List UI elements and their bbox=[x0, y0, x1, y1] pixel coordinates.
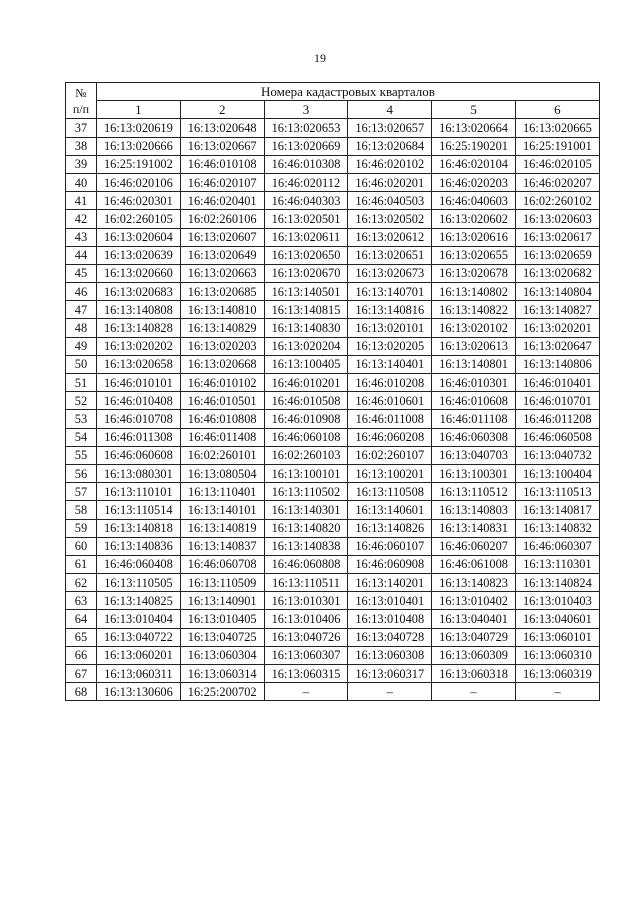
cadastral-number-cell: 16:46:010908 bbox=[264, 410, 348, 428]
cadastral-number-cell: 16:13:040729 bbox=[432, 628, 516, 646]
cadastral-number-cell: 16:46:060207 bbox=[432, 537, 516, 555]
cadastral-number-cell: 16:46:020107 bbox=[180, 173, 264, 191]
cadastral-number-cell: 16:13:020649 bbox=[180, 246, 264, 264]
cadastral-number-cell: 16:13:110301 bbox=[515, 555, 599, 573]
cadastral-number-cell: 16:13:140837 bbox=[180, 537, 264, 555]
table-row bbox=[66, 428, 600, 446]
cadastral-number-cell: 16:13:020678 bbox=[432, 264, 516, 282]
row-number-cell: 60 bbox=[66, 537, 97, 555]
cadastral-number-cell: 16:46:010501 bbox=[180, 392, 264, 410]
cadastral-number-cell: 16:13:140825 bbox=[97, 592, 181, 610]
table-row bbox=[66, 628, 600, 646]
cadastral-number-cell: 16:13:140828 bbox=[97, 319, 181, 337]
cadastral-number-cell: 16:13:020655 bbox=[432, 246, 516, 264]
cadastral-number-cell: 16:46:010608 bbox=[432, 392, 516, 410]
row-number-cell: 54 bbox=[66, 428, 97, 446]
cadastral-number-cell: 16:46:010201 bbox=[264, 374, 348, 392]
cadastral-number-cell: 16:13:140818 bbox=[97, 519, 181, 537]
table-row bbox=[66, 683, 600, 701]
cadastral-number-cell: 16:13:040728 bbox=[348, 628, 432, 646]
cadastral-number-cell: 16:13:140401 bbox=[348, 355, 432, 373]
cadastral-number-cell: 16:02:260102 bbox=[515, 192, 599, 210]
row-number-cell: 40 bbox=[66, 173, 97, 191]
cadastral-number-cell: 16:46:010108 bbox=[180, 155, 264, 173]
cadastral-number-cell: 16:13:010301 bbox=[264, 592, 348, 610]
cadastral-number-cell: 16:13:140829 bbox=[180, 319, 264, 337]
cadastral-number-cell: 16:46:020301 bbox=[97, 192, 181, 210]
cadastral-number-cell: 16:13:060309 bbox=[432, 646, 516, 664]
row-number-cell: 58 bbox=[66, 501, 97, 519]
cadastral-number-cell: 16:25:200702 bbox=[180, 683, 264, 701]
row-number-cell: 44 bbox=[66, 246, 97, 264]
cadastral-number-cell: 16:13:020670 bbox=[264, 264, 348, 282]
cadastral-number-cell: 16:02:260103 bbox=[264, 446, 348, 464]
row-number-cell: 53 bbox=[66, 410, 97, 428]
table-row bbox=[66, 392, 600, 410]
cadastral-number-cell: 16:46:010508 bbox=[264, 392, 348, 410]
cadastral-number-cell: 16:13:020658 bbox=[97, 355, 181, 373]
cadastral-number-cell: 16:13:110512 bbox=[432, 483, 516, 501]
cadastral-number-cell: 16:13:040703 bbox=[432, 446, 516, 464]
cadastral-number-cell: 16:13:140803 bbox=[432, 501, 516, 519]
cadastral-number-cell: 16:13:140601 bbox=[348, 501, 432, 519]
column-header: 4 bbox=[348, 101, 432, 119]
cadastral-number-cell: 16:46:060307 bbox=[515, 537, 599, 555]
cadastral-number-cell: 16:13:010402 bbox=[432, 592, 516, 610]
table-row bbox=[66, 228, 600, 246]
cadastral-number-cell: 16:25:190201 bbox=[432, 137, 516, 155]
cadastral-number-cell: 16:13:020663 bbox=[180, 264, 264, 282]
cadastral-number-cell: 16:13:140824 bbox=[515, 574, 599, 592]
cadastral-number-cell: 16:13:010403 bbox=[515, 592, 599, 610]
cadastral-number-cell: 16:13:140823 bbox=[432, 574, 516, 592]
cadastral-number-cell: 16:13:140301 bbox=[264, 501, 348, 519]
table-body bbox=[66, 119, 600, 701]
row-number-cell: 67 bbox=[66, 665, 97, 683]
row-number-cell: 57 bbox=[66, 483, 97, 501]
cadastral-number-cell: 16:13:020611 bbox=[264, 228, 348, 246]
cadastral-number-cell: 16:46:060608 bbox=[97, 446, 181, 464]
cadastral-number-cell: 16:13:060201 bbox=[97, 646, 181, 664]
cadastral-number-cell: 16:13:100201 bbox=[348, 464, 432, 482]
cadastral-number-cell: 16:13:060308 bbox=[348, 646, 432, 664]
cadastral-number-cell: 16:13:140836 bbox=[97, 537, 181, 555]
cadastral-quarters-table bbox=[65, 82, 600, 701]
cadastral-number-cell: 16:13:020612 bbox=[348, 228, 432, 246]
table-row bbox=[66, 374, 600, 392]
table-row bbox=[66, 592, 600, 610]
cadastral-number-cell: 16:13:020604 bbox=[97, 228, 181, 246]
cadastral-number-cell: 16:13:100405 bbox=[264, 355, 348, 373]
cadastral-number-cell: 16:13:020616 bbox=[432, 228, 516, 246]
row-number-cell: 52 bbox=[66, 392, 97, 410]
table-row bbox=[66, 301, 600, 319]
cadastral-number-cell: 16:13:140804 bbox=[515, 283, 599, 301]
cadastral-number-cell: – bbox=[515, 683, 599, 701]
cadastral-number-cell: 16:46:020112 bbox=[264, 173, 348, 191]
cadastral-number-cell: 16:13:110514 bbox=[97, 501, 181, 519]
cadastral-number-cell: 16:13:020665 bbox=[515, 119, 599, 137]
table-row bbox=[66, 337, 600, 355]
cadastral-number-cell: 16:13:060319 bbox=[515, 665, 599, 683]
cadastral-number-cell: 16:46:060508 bbox=[515, 428, 599, 446]
cadastral-number-cell: 16:13:140816 bbox=[348, 301, 432, 319]
table-row bbox=[66, 665, 600, 683]
cadastral-number-cell: 16:46:010102 bbox=[180, 374, 264, 392]
column-header: 6 bbox=[515, 101, 599, 119]
cadastral-number-cell: 16:13:140808 bbox=[97, 301, 181, 319]
cadastral-number-cell: 16:46:060208 bbox=[348, 428, 432, 446]
cadastral-number-cell: 16:13:040722 bbox=[97, 628, 181, 646]
cadastral-number-cell: 16:13:110509 bbox=[180, 574, 264, 592]
cadastral-number-cell: 16:13:140806 bbox=[515, 355, 599, 373]
cadastral-number-cell: 16:13:010406 bbox=[264, 610, 348, 628]
cadastral-number-cell: 16:13:020648 bbox=[180, 119, 264, 137]
cadastral-number-cell: 16:13:020101 bbox=[348, 319, 432, 337]
row-number-cell: 38 bbox=[66, 137, 97, 155]
column-header: 3 bbox=[264, 101, 348, 119]
cadastral-number-cell: 16:13:020619 bbox=[97, 119, 181, 137]
cadastral-number-cell: 16:46:060107 bbox=[348, 537, 432, 555]
cadastral-number-cell: 16:13:110513 bbox=[515, 483, 599, 501]
cadastral-number-cell: 16:46:060708 bbox=[180, 555, 264, 573]
row-number-cell: 62 bbox=[66, 574, 97, 592]
cadastral-number-cell: 16:13:020684 bbox=[348, 137, 432, 155]
cadastral-number-cell: 16:46:010708 bbox=[97, 410, 181, 428]
cadastral-number-cell: 16:46:010308 bbox=[264, 155, 348, 173]
column-number-row bbox=[66, 101, 600, 119]
cadastral-number-cell: 16:13:140501 bbox=[264, 283, 348, 301]
cadastral-number-cell: 16:13:110502 bbox=[264, 483, 348, 501]
cadastral-number-cell: 16:13:020653 bbox=[264, 119, 348, 137]
cadastral-number-cell: 16:13:140817 bbox=[515, 501, 599, 519]
cadastral-number-cell: 16:13:110401 bbox=[180, 483, 264, 501]
cadastral-number-cell: 16:13:080301 bbox=[97, 464, 181, 482]
cadastral-number-cell: 16:13:020650 bbox=[264, 246, 348, 264]
cadastral-number-cell: 16:46:060908 bbox=[348, 555, 432, 573]
cadastral-number-cell: 16:13:060311 bbox=[97, 665, 181, 683]
row-number-cell: 61 bbox=[66, 555, 97, 573]
cadastral-number-cell: 16:46:060308 bbox=[432, 428, 516, 446]
cadastral-number-cell: 16:13:040725 bbox=[180, 628, 264, 646]
cadastral-number-cell: 16:13:140701 bbox=[348, 283, 432, 301]
cadastral-number-cell: 16:46:010601 bbox=[348, 392, 432, 410]
cadastral-number-cell: 16:46:010408 bbox=[97, 392, 181, 410]
cadastral-number-cell: 16:13:060318 bbox=[432, 665, 516, 683]
table-row bbox=[66, 355, 600, 373]
cadastral-number-cell: 16:13:040732 bbox=[515, 446, 599, 464]
cadastral-number-cell: 16:13:020682 bbox=[515, 264, 599, 282]
cadastral-number-cell: 16:46:010701 bbox=[515, 392, 599, 410]
cadastral-number-cell: 16:13:010408 bbox=[348, 610, 432, 628]
cadastral-number-cell: 16:13:130606 bbox=[97, 683, 181, 701]
row-number-cell: 45 bbox=[66, 264, 97, 282]
table-row bbox=[66, 410, 600, 428]
cadastral-number-cell: 16:25:191001 bbox=[515, 137, 599, 155]
row-number-cell: 49 bbox=[66, 337, 97, 355]
cadastral-number-cell: 16:13:110508 bbox=[348, 483, 432, 501]
cadastral-number-cell: 16:13:020204 bbox=[264, 337, 348, 355]
cadastral-number-cell: 16:46:060408 bbox=[97, 555, 181, 573]
row-number-cell: 50 bbox=[66, 355, 97, 373]
column-header: 5 bbox=[432, 101, 516, 119]
cadastral-number-cell: 16:13:100404 bbox=[515, 464, 599, 482]
cadastral-number-cell: 16:13:010401 bbox=[348, 592, 432, 610]
row-number-cell: 42 bbox=[66, 210, 97, 228]
row-number-cell: 63 bbox=[66, 592, 97, 610]
cadastral-number-cell: 16:13:020657 bbox=[348, 119, 432, 137]
cadastral-number-cell: 16:13:020602 bbox=[432, 210, 516, 228]
table-row bbox=[66, 610, 600, 628]
cadastral-number-cell: – bbox=[348, 683, 432, 701]
table-row bbox=[66, 464, 600, 482]
cadastral-number-cell: 16:13:020660 bbox=[97, 264, 181, 282]
cadastral-number-cell: 16:13:020203 bbox=[180, 337, 264, 355]
table-row bbox=[66, 192, 600, 210]
cadastral-number-cell: 16:46:010401 bbox=[515, 374, 599, 392]
row-number-cell: 39 bbox=[66, 155, 97, 173]
cadastral-number-cell: 16:13:140838 bbox=[264, 537, 348, 555]
cadastral-number-cell: 16:13:020617 bbox=[515, 228, 599, 246]
cadastral-number-cell: 16:13:020607 bbox=[180, 228, 264, 246]
cadastral-number-cell: 16:13:140827 bbox=[515, 301, 599, 319]
cadastral-number-cell: 16:13:010404 bbox=[97, 610, 181, 628]
cadastral-number-cell: 16:13:020659 bbox=[515, 246, 599, 264]
cadastral-number-cell: 16:25:191002 bbox=[97, 155, 181, 173]
cadastral-number-cell: 16:46:020105 bbox=[515, 155, 599, 173]
table-row bbox=[66, 319, 600, 337]
cadastral-number-cell: 16:13:140901 bbox=[180, 592, 264, 610]
cadastral-number-cell: 16:46:040503 bbox=[348, 192, 432, 210]
group-header: Номера кадастровых кварталов bbox=[97, 83, 600, 101]
cadastral-number-cell: 16:46:011208 bbox=[515, 410, 599, 428]
row-number-cell: 46 bbox=[66, 283, 97, 301]
cadastral-number-cell: 16:13:020667 bbox=[180, 137, 264, 155]
table-row bbox=[66, 155, 600, 173]
cadastral-number-cell: 16:13:020647 bbox=[515, 337, 599, 355]
cadastral-number-cell: 16:02:260107 bbox=[348, 446, 432, 464]
table-row bbox=[66, 555, 600, 573]
cadastral-number-cell: 16:13:140832 bbox=[515, 519, 599, 537]
cadastral-number-cell: 16:46:011308 bbox=[97, 428, 181, 446]
cadastral-number-cell: 16:13:060317 bbox=[348, 665, 432, 683]
cadastral-number-cell: 16:13:140201 bbox=[348, 574, 432, 592]
table-row bbox=[66, 210, 600, 228]
row-number-cell: 51 bbox=[66, 374, 97, 392]
cadastral-number-cell: 16:46:010101 bbox=[97, 374, 181, 392]
row-number-cell: 56 bbox=[66, 464, 97, 482]
cadastral-number-cell: 16:13:020501 bbox=[264, 210, 348, 228]
cadastral-number-cell: 16:13:020651 bbox=[348, 246, 432, 264]
cadastral-number-cell: 16:13:060304 bbox=[180, 646, 264, 664]
cadastral-number-cell: 16:13:020603 bbox=[515, 210, 599, 228]
cadastral-number-cell: – bbox=[432, 683, 516, 701]
column-header: 1 bbox=[97, 101, 181, 119]
cadastral-number-cell: 16:46:020207 bbox=[515, 173, 599, 191]
cadastral-number-cell: 16:13:020102 bbox=[432, 319, 516, 337]
cadastral-number-cell: 16:13:020683 bbox=[97, 283, 181, 301]
cadastral-number-cell: 16:13:020201 bbox=[515, 319, 599, 337]
cadastral-number-cell: 16:13:060315 bbox=[264, 665, 348, 683]
cadastral-number-cell: 16:46:010208 bbox=[348, 374, 432, 392]
cadastral-number-cell: 16:13:140822 bbox=[432, 301, 516, 319]
cadastral-number-cell: 16:46:020106 bbox=[97, 173, 181, 191]
cadastral-number-cell: 16:46:020201 bbox=[348, 173, 432, 191]
cadastral-number-cell: 16:13:060314 bbox=[180, 665, 264, 683]
cadastral-number-cell: 16:13:020202 bbox=[97, 337, 181, 355]
table-row bbox=[66, 646, 600, 664]
cadastral-number-cell: 16:13:110511 bbox=[264, 574, 348, 592]
cadastral-number-cell: 16:46:010301 bbox=[432, 374, 516, 392]
cadastral-number-cell: 16:02:260106 bbox=[180, 210, 264, 228]
table-row bbox=[66, 119, 600, 137]
table-row bbox=[66, 446, 600, 464]
cadastral-number-cell: 16:13:060307 bbox=[264, 646, 348, 664]
cadastral-number-cell: 16:13:020668 bbox=[180, 355, 264, 373]
cadastral-number-cell: 16:13:020673 bbox=[348, 264, 432, 282]
cadastral-number-cell: 16:46:020102 bbox=[348, 155, 432, 173]
cadastral-number-cell: 16:13:020666 bbox=[97, 137, 181, 155]
cadastral-number-cell: 16:13:100301 bbox=[432, 464, 516, 482]
cadastral-number-cell: 16:13:140801 bbox=[432, 355, 516, 373]
cadastral-number-cell: 16:13:140802 bbox=[432, 283, 516, 301]
cadastral-number-cell: 16:46:060808 bbox=[264, 555, 348, 573]
cadastral-number-cell: 16:46:011008 bbox=[348, 410, 432, 428]
cadastral-number-cell: 16:13:110505 bbox=[97, 574, 181, 592]
cadastral-number-cell: 16:13:140826 bbox=[348, 519, 432, 537]
cadastral-number-cell: 16:46:011108 bbox=[432, 410, 516, 428]
row-number-cell: 41 bbox=[66, 192, 97, 210]
table-row bbox=[66, 574, 600, 592]
cadastral-number-cell: 16:13:020502 bbox=[348, 210, 432, 228]
cadastral-number-cell: 16:13:020639 bbox=[97, 246, 181, 264]
cadastral-number-cell: 16:46:060108 bbox=[264, 428, 348, 446]
row-number-cell: 64 bbox=[66, 610, 97, 628]
cadastral-number-cell: 16:13:020613 bbox=[432, 337, 516, 355]
table-row bbox=[66, 501, 600, 519]
row-number-cell: 55 bbox=[66, 446, 97, 464]
cadastral-number-cell: 16:02:260105 bbox=[97, 210, 181, 228]
table-row bbox=[66, 537, 600, 555]
row-number-cell: 37 bbox=[66, 119, 97, 137]
cadastral-number-cell: 16:13:020205 bbox=[348, 337, 432, 355]
row-number-cell: 65 bbox=[66, 628, 97, 646]
cadastral-number-cell: 16:13:020669 bbox=[264, 137, 348, 155]
cadastral-number-cell: 16:13:140810 bbox=[180, 301, 264, 319]
cadastral-number-cell: 16:46:011408 bbox=[180, 428, 264, 446]
cadastral-number-cell: 16:13:140831 bbox=[432, 519, 516, 537]
table-row bbox=[66, 137, 600, 155]
table-row bbox=[66, 264, 600, 282]
cadastral-number-cell: 16:13:140830 bbox=[264, 319, 348, 337]
cadastral-number-cell: 16:46:040303 bbox=[264, 192, 348, 210]
cadastral-number-cell: 16:13:110101 bbox=[97, 483, 181, 501]
cadastral-number-cell: 16:13:100101 bbox=[264, 464, 348, 482]
row-number-header-line2: п/п bbox=[72, 101, 90, 116]
page-number: 19 bbox=[314, 51, 326, 65]
row-number-header bbox=[66, 83, 97, 119]
cadastral-number-cell: 16:13:040401 bbox=[432, 610, 516, 628]
cadastral-number-cell: 16:13:020664 bbox=[432, 119, 516, 137]
cadastral-number-cell: 16:13:010405 bbox=[180, 610, 264, 628]
table-row bbox=[66, 173, 600, 191]
cadastral-number-cell: 16:13:140101 bbox=[180, 501, 264, 519]
table-row bbox=[66, 283, 600, 301]
cadastral-number-cell: 16:13:140815 bbox=[264, 301, 348, 319]
cadastral-number-cell: 16:13:040726 bbox=[264, 628, 348, 646]
row-number-cell: 68 bbox=[66, 683, 97, 701]
row-number-cell: 43 bbox=[66, 228, 97, 246]
cadastral-number-cell: 16:13:040601 bbox=[515, 610, 599, 628]
row-number-header-line1: № bbox=[75, 85, 87, 100]
cadastral-number-cell: 16:13:020685 bbox=[180, 283, 264, 301]
cadastral-number-cell: 16:46:010808 bbox=[180, 410, 264, 428]
row-number-cell: 59 bbox=[66, 519, 97, 537]
cadastral-number-cell: – bbox=[264, 683, 348, 701]
table-row bbox=[66, 519, 600, 537]
table-header-row bbox=[66, 83, 600, 101]
cadastral-number-cell: 16:13:140819 bbox=[180, 519, 264, 537]
cadastral-number-cell: 16:46:061008 bbox=[432, 555, 516, 573]
cadastral-number-cell: 16:13:140820 bbox=[264, 519, 348, 537]
cadastral-number-cell: 16:13:060101 bbox=[515, 628, 599, 646]
cadastral-number-cell: 16:46:020104 bbox=[432, 155, 516, 173]
table-row bbox=[66, 246, 600, 264]
row-number-cell: 47 bbox=[66, 301, 97, 319]
cadastral-number-cell: 16:46:020203 bbox=[432, 173, 516, 191]
cadastral-number-cell: 16:46:040603 bbox=[432, 192, 516, 210]
cadastral-number-cell: 16:13:080504 bbox=[180, 464, 264, 482]
cadastral-number-cell: 16:13:060310 bbox=[515, 646, 599, 664]
table-row bbox=[66, 483, 600, 501]
cadastral-number-cell: 16:46:020401 bbox=[180, 192, 264, 210]
cadastral-number-cell: 16:02:260101 bbox=[180, 446, 264, 464]
column-header: 2 bbox=[180, 101, 264, 119]
row-number-cell: 48 bbox=[66, 319, 97, 337]
row-number-cell: 66 bbox=[66, 646, 97, 664]
